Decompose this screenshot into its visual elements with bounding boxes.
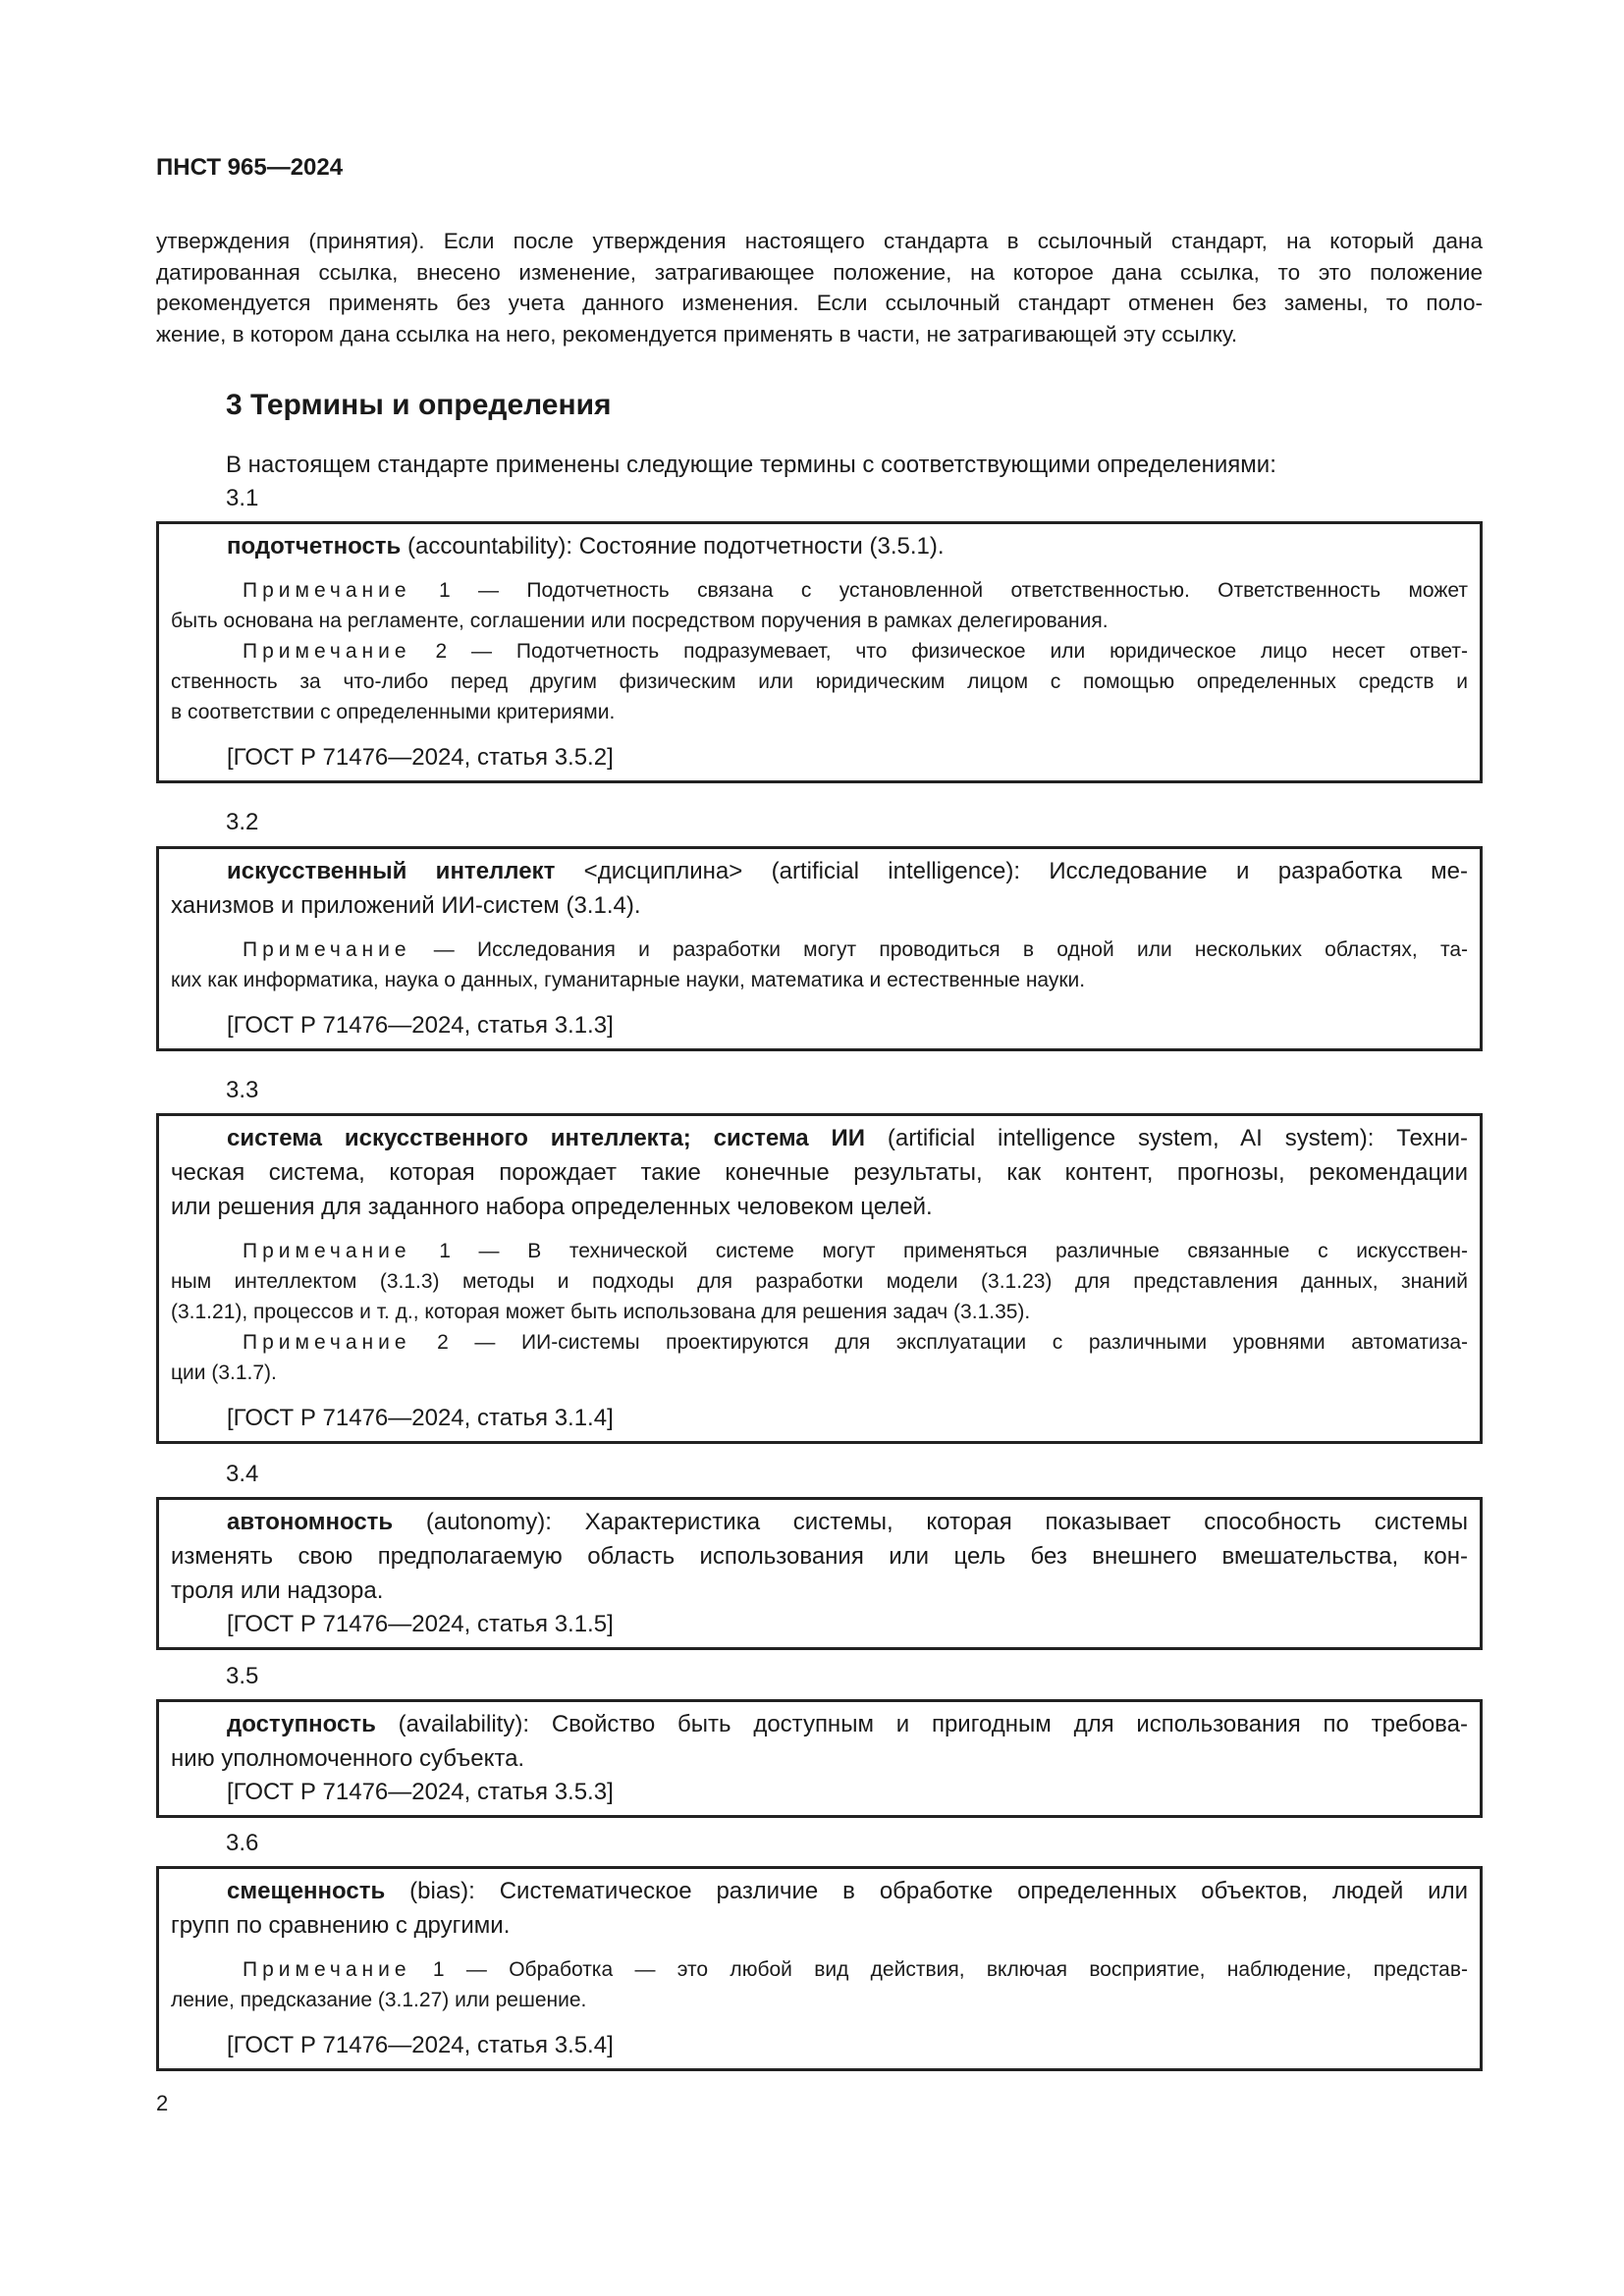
source-reference: [ГОСТ Р 71476—2024, статья 3.5.2] bbox=[227, 744, 614, 771]
notes bbox=[171, 1954, 1468, 2015]
source-reference: [ГОСТ Р 71476—2024, статья 3.1.3] bbox=[227, 1012, 614, 1039]
note-text: 1 — Подотчетность связана с установленной ответственностью. Ответственность может bbox=[410, 579, 1468, 602]
note-text: 1 — В технической системе могут применяться различные связанные с искусствен- bbox=[410, 1240, 1468, 1262]
source-reference: [ГОСТ Р 71476—2024, статья 3.5.3] bbox=[227, 1779, 614, 1805]
note-line bbox=[171, 1266, 1468, 1297]
term-number: 3.4 bbox=[226, 1461, 259, 1487]
page-number: 2 bbox=[156, 2091, 169, 2115]
note bbox=[171, 636, 1468, 727]
term-name: система искусственного интеллекта; система ИИ bbox=[227, 1125, 865, 1151]
note-text: 2 — ИИ-системы проектируются для эксплуатации с различными уровнями автоматиза- bbox=[410, 1331, 1468, 1354]
note-line bbox=[171, 1297, 1468, 1327]
section-intro: В настоящем стандарте применены следующие термины с соответствующими определениями: bbox=[226, 452, 1276, 478]
note-label: Примечание bbox=[243, 640, 411, 663]
definition-line bbox=[171, 1707, 1468, 1741]
note-line bbox=[171, 606, 1468, 636]
notes bbox=[171, 1236, 1468, 1388]
definition-text: ханизмов и приложений ИИ-систем (3.1.4). bbox=[171, 892, 641, 919]
term-definition-box bbox=[156, 521, 1483, 783]
note-line bbox=[171, 1985, 1468, 2015]
term-name: смещенность bbox=[227, 1878, 386, 1904]
note-line bbox=[171, 1954, 1468, 1985]
note bbox=[171, 1954, 1468, 2015]
note-line bbox=[171, 697, 1468, 727]
note bbox=[171, 1236, 1468, 1327]
definition-line bbox=[171, 1908, 1468, 1943]
definition-text: изменять свою предполагаемую область использования или цель без внешнего вмешательства, кон- bbox=[171, 1543, 1468, 1570]
definition bbox=[171, 529, 1468, 563]
note bbox=[171, 575, 1468, 636]
definition-text: (autonomy): Характеристика системы, которая показывает способность системы bbox=[393, 1509, 1468, 1535]
paragraph-line: датированная ссылка, внесено изменение, затрагивающее положение, на которое дана ссылка, то это положение bbox=[156, 259, 1483, 285]
note-line bbox=[171, 575, 1468, 606]
definition-text: нию уполномоченного субъекта. bbox=[171, 1745, 525, 1772]
source-reference: [ГОСТ Р 71476—2024, статья 3.5.4] bbox=[227, 2032, 614, 2058]
definition-text: групп по сравнению с другими. bbox=[171, 1912, 511, 1939]
term-definition-box bbox=[156, 1699, 1483, 1818]
term-number: 3.6 bbox=[226, 1830, 259, 1856]
note-text: ких как информатика, наука о данных, гуманитарные науки, математика и естественные науки. bbox=[171, 969, 1086, 991]
note-line bbox=[171, 636, 1468, 667]
note-text: — Исследования и разработки могут проводиться в одной или нескольких областях, та- bbox=[410, 938, 1468, 961]
paragraph-line: утверждения (принятия). Если после утверждения настоящего стандарта в ссылочный стандарт, на который дана bbox=[156, 229, 1483, 253]
definition-text: или решения для заданного набора определенных человеком целей. bbox=[171, 1194, 933, 1220]
definition-line bbox=[171, 1190, 1468, 1224]
note-text: 1 — Обработка — это любой вид действия, включая восприятие, наблюдение, представ- bbox=[410, 1958, 1468, 1981]
source-reference: [ГОСТ Р 71476—2024, статья 3.1.4] bbox=[227, 1405, 614, 1431]
note-line bbox=[171, 667, 1468, 697]
term-number: 3.5 bbox=[226, 1663, 259, 1689]
paragraph-line: рекомендуется применять без учета данного изменения. Если ссылочный стандарт отменен без замены, то поло- bbox=[156, 291, 1483, 315]
definition bbox=[171, 1505, 1468, 1608]
note-text: ным интеллектом (3.1.3) методы и подходы для разработки модели (3.1.23) для представления данных, знаний bbox=[171, 1270, 1468, 1293]
note-text: (3.1.21), процессов и т. д., которая может быть использована для решения задач (3.1.35). bbox=[171, 1301, 1031, 1323]
source-reference: [ГОСТ Р 71476—2024, статья 3.1.5] bbox=[227, 1611, 614, 1637]
paragraph-line: жение, в котором дана ссылка на него, рекомендуется применять в части, не затрагивающей эту ссылку. bbox=[156, 321, 1238, 347]
definition bbox=[171, 1121, 1468, 1224]
note-text: быть основана на регламенте, соглашении или посредством поручения в рамках делегирования. bbox=[171, 610, 1109, 632]
definition bbox=[171, 1874, 1468, 1943]
note-line bbox=[171, 1236, 1468, 1266]
definition-text: ческая система, которая порождает такие конечные результаты, как контент, прогнозы, рекомендации bbox=[171, 1159, 1468, 1186]
intro-paragraph bbox=[156, 226, 1483, 349]
note-text: ственность за что-либо перед другим физическим или юридическим лицом с помощью определенных средств и bbox=[171, 670, 1468, 693]
note bbox=[171, 1327, 1468, 1388]
note-line bbox=[171, 965, 1468, 995]
note-line bbox=[171, 934, 1468, 965]
term-definition-box bbox=[156, 1866, 1483, 2071]
note-line bbox=[171, 1358, 1468, 1388]
document-id-header: ПНСТ 965—2024 bbox=[156, 154, 344, 181]
definition bbox=[171, 1707, 1468, 1776]
definition-line bbox=[171, 854, 1468, 888]
definition-line bbox=[171, 1874, 1468, 1908]
note-label: Примечание bbox=[243, 579, 411, 602]
term-name: подотчетность bbox=[227, 533, 402, 560]
notes bbox=[171, 934, 1468, 995]
note-text: ции (3.1.7). bbox=[171, 1362, 277, 1384]
note-label: Примечание bbox=[243, 1240, 411, 1262]
term-definition-box bbox=[156, 846, 1483, 1051]
definition-text: (bias): Систематическое различие в обработке определенных объектов, людей или bbox=[385, 1878, 1468, 1904]
definition-text: троля или надзора. bbox=[171, 1577, 384, 1604]
definition-line bbox=[171, 529, 1468, 563]
note-label: Примечание bbox=[243, 1331, 411, 1354]
section-heading: 3 Термины и определения bbox=[226, 389, 612, 421]
definition-line bbox=[171, 1121, 1468, 1155]
note-label: Примечание bbox=[243, 1958, 411, 1981]
notes bbox=[171, 575, 1468, 727]
definition-line bbox=[171, 1505, 1468, 1539]
definition-line bbox=[171, 1155, 1468, 1190]
definition bbox=[171, 854, 1468, 923]
definition-line bbox=[171, 1574, 1468, 1608]
term-number: 3.1 bbox=[226, 485, 259, 511]
term-name: доступность bbox=[227, 1711, 376, 1737]
term-name: автономность bbox=[227, 1509, 394, 1535]
term-name: искусственный интеллект bbox=[227, 858, 556, 884]
definition-line bbox=[171, 1539, 1468, 1574]
definition-text: <дисциплина> (artificial intelligence): Исследование и разработка ме- bbox=[555, 858, 1468, 884]
term-definition-box bbox=[156, 1113, 1483, 1444]
definition-text: (accountability): Состояние подотчетности (3.5.1). bbox=[401, 533, 945, 560]
term-definition-box bbox=[156, 1497, 1483, 1650]
definition-text: (artificial intelligence system, AI system): Техни- bbox=[865, 1125, 1468, 1151]
term-number: 3.2 bbox=[226, 809, 259, 835]
definition-line bbox=[171, 888, 1468, 923]
note-text: ление, предсказание (3.1.27) или решение. bbox=[171, 1989, 587, 2011]
definition-text: (availability): Свойство быть доступным и пригодным для использования по требова- bbox=[375, 1711, 1468, 1737]
definition-line bbox=[171, 1741, 1468, 1776]
note bbox=[171, 934, 1468, 995]
note-line bbox=[171, 1327, 1468, 1358]
note-label: Примечание bbox=[243, 938, 411, 961]
term-number: 3.3 bbox=[226, 1077, 259, 1103]
note-text: в соответствии с определенными критериями. bbox=[171, 701, 616, 723]
note-text: 2 — Подотчетность подразумевает, что физическое или юридическое лицо несет ответ- bbox=[410, 640, 1468, 663]
